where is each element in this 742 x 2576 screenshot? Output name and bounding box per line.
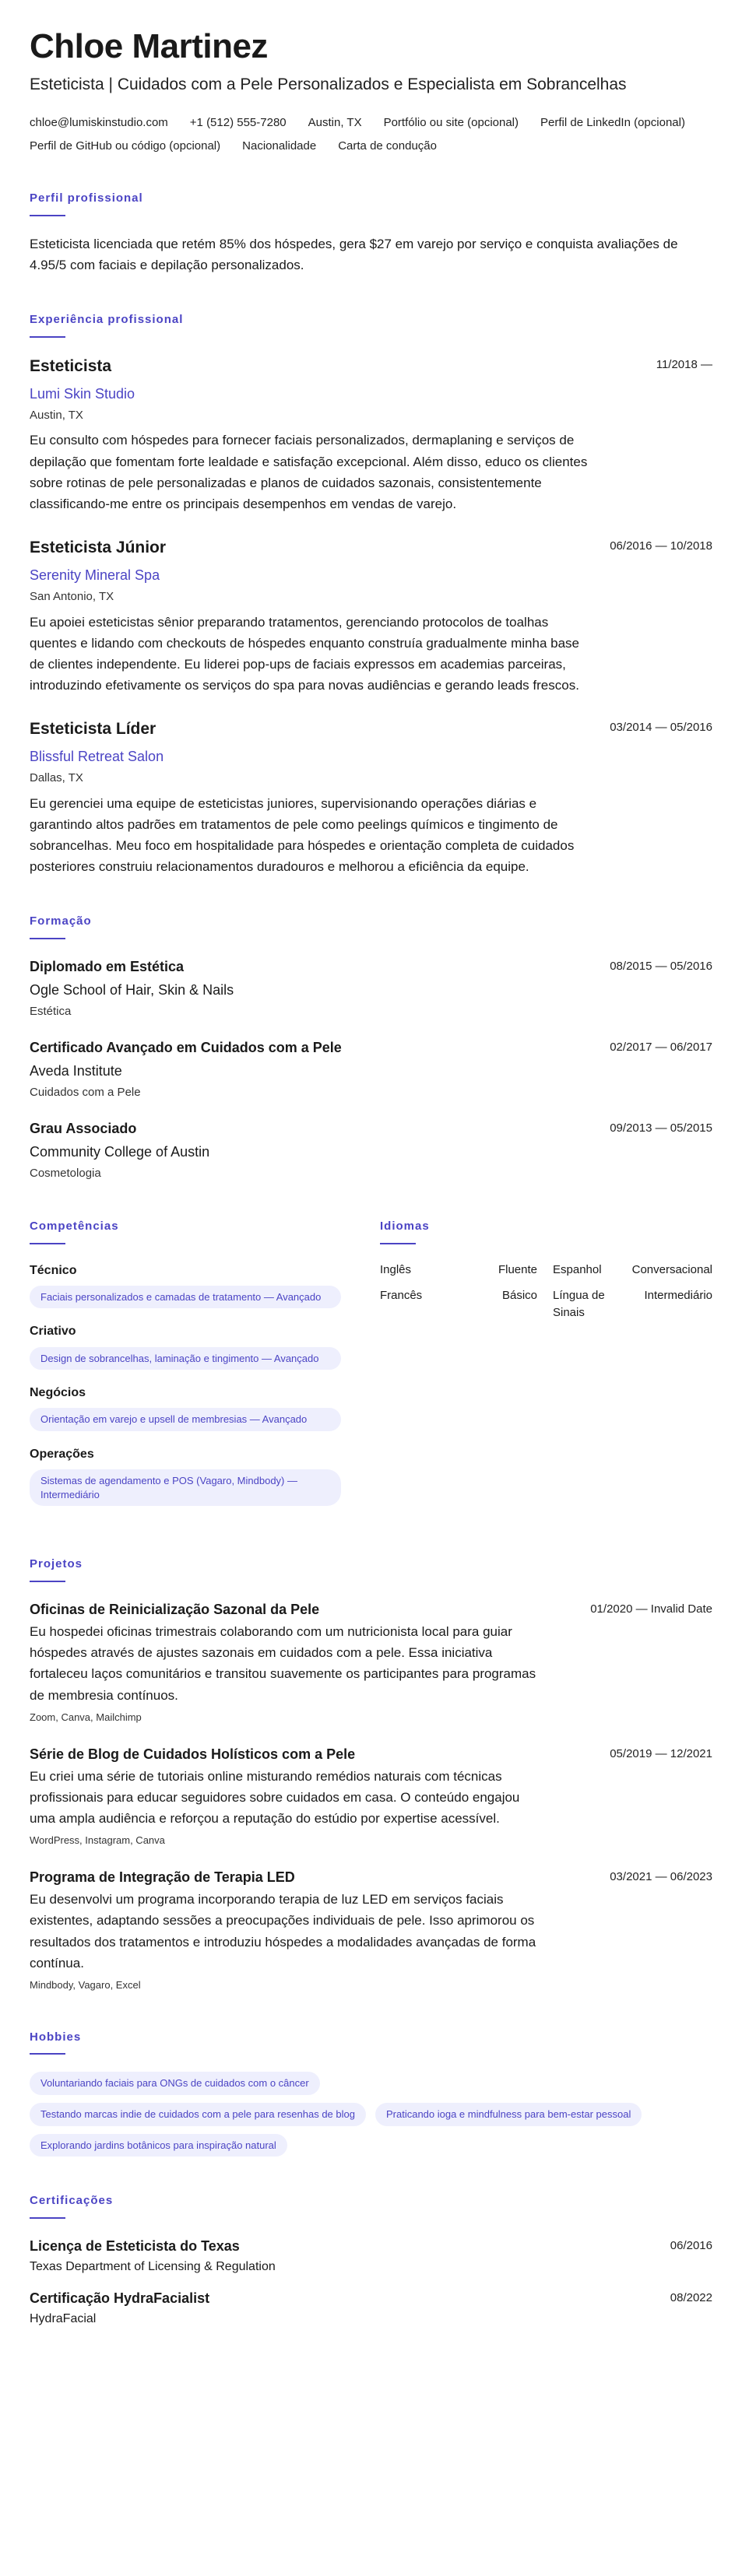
projects-section — [30, 1556, 712, 1993]
certification-date: 06/2016 — [670, 2238, 712, 2252]
project-date: 01/2020 — Invalid Date — [590, 1602, 712, 1616]
job-description: Eu gerenciei uma equipe de esteticistas juniores, supervisionando operações diárias e garantindo altos padrões em tratamentos de pele como peelings químicos e tingimento de sobrancelhas. Meu foco em hospitalidade para hóspedes e orientação completa de cuidados posteriores construiu relacionamentos duradouros e melhorou a eficiência da equipe. — [30, 795, 575, 875]
summary-text: Esteticista licenciada que retém 85% dos hóspedes, gera $27 em varejo por serviço e conquista avaliações de 4.95/5 com faciais e depilação personalizados. — [30, 237, 678, 273]
language-name: Francês — [380, 1289, 423, 1303]
job-date: 06/2016 — 10/2018 — [610, 539, 712, 553]
certification-date: 08/2022 — [670, 2291, 712, 2305]
language-name: Língua de Sinais — [553, 1289, 605, 1320]
job-location: San Antonio, TX — [30, 589, 114, 603]
hobby-list — [30, 2072, 652, 2157]
skill-group-name: Criativo — [30, 1325, 76, 1339]
education-area: Estética — [30, 1005, 72, 1019]
section-divider — [30, 938, 65, 939]
project-tools: Mindbody, Vagaro, Excel — [30, 1978, 141, 1991]
education-area: Cosmetologia — [30, 1167, 101, 1181]
candidate-name: Chloe Martinez — [30, 27, 268, 65]
certification-name: Certificação HydraFacialist — [30, 2290, 210, 2307]
language-level: Básico — [501, 1289, 537, 1303]
skill-group — [30, 1384, 349, 1431]
skills-column — [30, 1218, 349, 1520]
hobby-chip: Praticando ioga e mindfulness para bem-estar pessoal — [375, 2103, 642, 2126]
job-company[interactable]: Blissful Retreat Salon — [30, 748, 164, 764]
job-title: Esteticista Líder — [30, 720, 156, 739]
education-area: Cuidados com a Pele — [30, 1086, 141, 1100]
section-divider — [30, 1581, 65, 1582]
job-date: 03/2014 — 05/2016 — [610, 721, 712, 735]
skills-languages-section — [30, 1218, 712, 1520]
education-entry — [30, 956, 712, 1020]
certifications-section — [30, 2192, 712, 2328]
project-entry — [30, 1599, 712, 1725]
contact-nationality: Nacionalidade — [242, 139, 317, 153]
job-entry — [30, 355, 712, 514]
hobby-chip: Voluntariando faciais para ONGs de cuidados com o câncer — [30, 2072, 320, 2095]
language-row — [380, 1262, 712, 1279]
project-tools: WordPress, Instagram, Canva — [30, 1834, 165, 1847]
section-divider — [380, 1243, 416, 1244]
job-entry — [30, 718, 712, 877]
contact-github[interactable]: Perfil de GitHub ou código (opcional) — [30, 139, 221, 153]
contact-phone[interactable]: +1 (512) 555-7280 — [189, 115, 287, 129]
section-title: Hobbies — [30, 2030, 82, 2044]
education-school: Community College of Austin — [30, 1144, 210, 1160]
project-description: Eu hospedei oficinas trimestrais colaborando com um nutricionista local para guiar hóspedes através de ajustes sazonais em cuidados com a pele. Essa iniciativa fortaleceu laços comunitários e transitou suavemente os participantes para programas de membresia contínuos. — [30, 1623, 536, 1703]
contact-email[interactable]: chloe@lumiskinstudio.com — [30, 115, 168, 129]
section-divider — [30, 215, 65, 216]
project-entry — [30, 1744, 712, 1849]
skill-group-name: Técnico — [30, 1263, 77, 1277]
skill-group-name: Negócios — [30, 1386, 86, 1400]
project-title: Oficinas de Reinicialização Sazonal da Pele — [30, 1601, 320, 1617]
project-tools: Zoom, Canva, Mailchimp — [30, 1711, 142, 1723]
education-school: Ogle School of Hair, Skin & Nails — [30, 982, 234, 998]
skill-group — [30, 1445, 349, 1506]
language-level: Fluente — [498, 1262, 537, 1276]
project-title: Série de Blog de Cuidados Holísticos com a Pele — [30, 1746, 356, 1762]
education-degree: Certificado Avançado em Cuidados com a Pele — [30, 1039, 342, 1055]
skill-chip: Sistemas de agendamento e POS (Vagaro, Mindbody) — Intermediário — [30, 1469, 341, 1506]
education-degree: Diplomado em Estética — [30, 959, 185, 975]
skill-chip: Orientação em varejo e upsell de membresias — Avançado — [30, 1408, 341, 1431]
section-title: Experiência profissional — [30, 313, 184, 327]
job-title: Esteticista — [30, 357, 112, 376]
skill-group — [30, 1262, 349, 1309]
certification-entry — [30, 2236, 712, 2276]
section-title: Formação — [30, 914, 92, 928]
resume-header — [30, 28, 712, 154]
project-date: 03/2021 — 06/2023 — [610, 1870, 712, 1884]
education-section — [30, 913, 712, 1182]
contact-linkedin[interactable]: Perfil de LinkedIn (opcional) — [540, 115, 685, 129]
skill-group-name: Operações — [30, 1447, 94, 1461]
education-date: 09/2013 — 05/2015 — [610, 1121, 712, 1135]
job-company[interactable]: Serenity Mineral Spa — [30, 567, 160, 583]
job-entry — [30, 536, 712, 696]
skill-chip: Faciais personalizados e camadas de tratamento — Avançado — [30, 1286, 341, 1309]
skill-group — [30, 1322, 349, 1370]
project-description: Eu criei uma série de tutoriais online misturando remédios naturais com técnicas profissionais para educar seguidores sobre cuidados em casa. O conteúdo engajou uma ampla audiência e reforçou a reputação do estúdio por expertise acessível. — [30, 1768, 520, 1826]
section-title: Perfil profissional — [30, 191, 143, 205]
headline: Esteticista | Cuidados com a Pele Personalizados e Especialista em Sobrancelhas — [30, 75, 627, 94]
language-name: Espanhol — [553, 1262, 602, 1276]
job-location: Dallas, TX — [30, 770, 83, 784]
project-date: 05/2019 — 12/2021 — [610, 1746, 712, 1760]
section-divider — [30, 2217, 65, 2219]
section-divider — [30, 1243, 65, 1244]
hobbies-section — [30, 2029, 712, 2157]
education-degree: Grau Associado — [30, 1120, 137, 1136]
section-divider — [30, 2053, 65, 2055]
hobby-chip: Testando marcas indie de cuidados com a pele para resenhas de blog — [30, 2103, 366, 2126]
job-description: Eu apoiei esteticistas sênior preparando tratamentos, gerenciando protocolos de toalhas quentes e lidando com checkouts de hóspedes enquanto construía gradualmente minha base de clientes independente. Eu liderei pop-ups de faciais expressos em academias parceiras, introduzindo efetivamente os serviços do spa para novas audiências e gerando leads frescos. — [30, 614, 579, 693]
project-entry — [30, 1867, 712, 1993]
language-level: Intermediário — [644, 1289, 712, 1303]
language-row — [380, 1287, 712, 1321]
project-title: Programa de Integração de Terapia LED — [30, 1869, 295, 1886]
education-entry — [30, 1118, 712, 1182]
contact-portfolio[interactable]: Portfólio ou site (opcional) — [383, 115, 519, 129]
section-divider — [30, 336, 65, 338]
contact-info — [30, 114, 715, 155]
job-date: 11/2018 — — [656, 358, 712, 372]
language-name: Inglês — [380, 1262, 412, 1276]
hobby-chip: Explorando jardins botânicos para inspiração natural — [30, 2134, 287, 2157]
section-title: Projetos — [30, 1557, 83, 1571]
contact-driving-license: Carta de condução — [338, 139, 437, 153]
education-entry — [30, 1037, 712, 1101]
languages-column — [380, 1218, 712, 1520]
education-school: Aveda Institute — [30, 1063, 122, 1079]
contact-location: Austin, TX — [308, 115, 362, 129]
experience-section — [30, 311, 712, 877]
job-location: Austin, TX — [30, 408, 83, 422]
education-date: 08/2015 — 05/2016 — [610, 960, 712, 974]
summary-section — [30, 190, 712, 275]
section-title: Competências — [30, 1219, 119, 1233]
education-date: 02/2017 — 06/2017 — [610, 1040, 712, 1054]
certification-issuer: HydraFacial — [30, 2312, 97, 2326]
skill-chip: Design de sobrancelhas, laminação e tingimento — Avançado — [30, 1347, 341, 1370]
certification-issuer: Texas Department of Licensing & Regulation — [30, 2259, 276, 2273]
section-title: Idiomas — [380, 1219, 430, 1233]
job-company[interactable]: Lumi Skin Studio — [30, 385, 135, 402]
certification-name: Licença de Esteticista do Texas — [30, 2237, 240, 2254]
section-title: Certificações — [30, 2194, 114, 2208]
certification-entry — [30, 2288, 712, 2328]
project-description: Eu desenvolvi um programa incorporando terapia de luz LED em serviços faciais existentes, adaptando sessões a preocupações individuais de pele. Isso aprimorou os resultados dos tratamentos e introduziu hóspedes a modalidades avançadas de forma contínua. — [30, 1892, 536, 1971]
job-title: Esteticista Júnior — [30, 539, 167, 557]
language-level: Conversacional — [631, 1262, 712, 1276]
job-description: Eu consulto com hóspedes para fornecer faciais personalizados, dermaplaning e serviços de depilação que fomentam forte lealdade e satisfação excepcional. Além disso, educo os clientes sobre rotinas de pele personalizadas e planos de cuidados sazonais, consistentemente classificando-me entre os principais desempenhos em vendas de varejo. — [30, 433, 588, 512]
